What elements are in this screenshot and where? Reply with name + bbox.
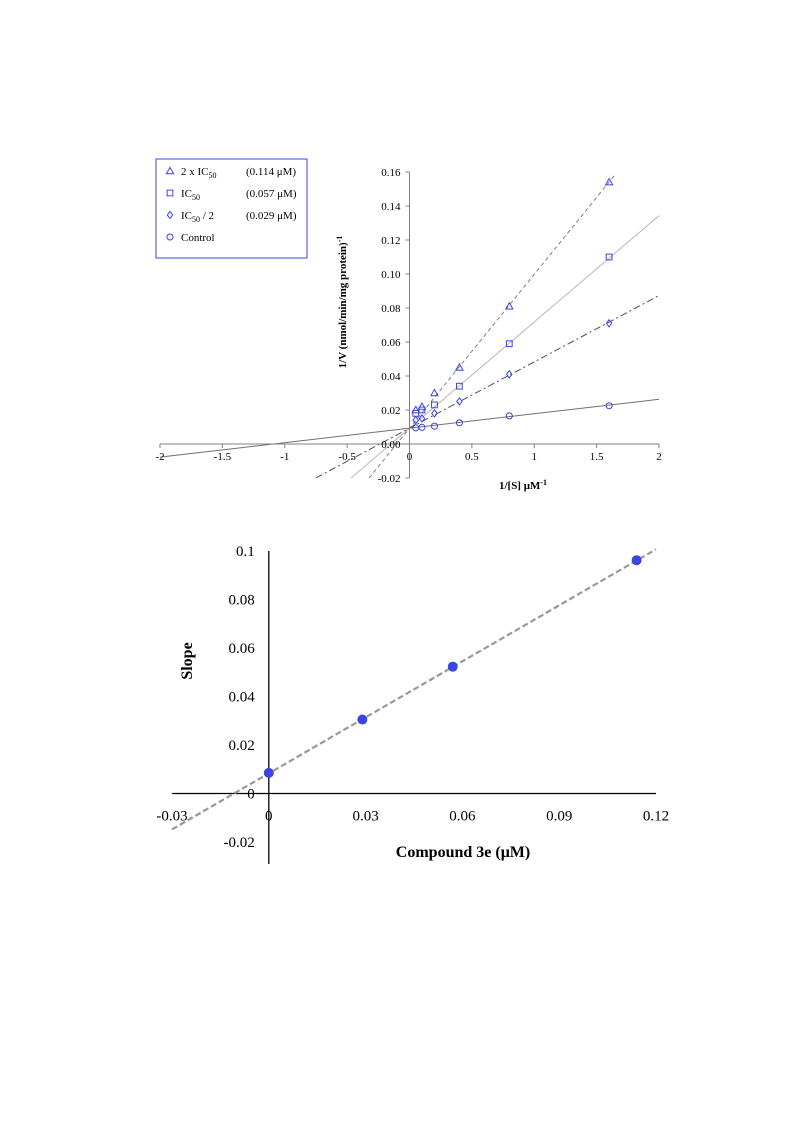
slope-replot-chart xyxy=(156,544,669,864)
data-point-triangle xyxy=(506,303,513,309)
x-tick-labels xyxy=(155,451,661,463)
y-tick-label: -0.02 xyxy=(223,835,255,851)
y-tick-label: 0.16 xyxy=(381,167,401,179)
x-axis-label: Compound 3e (μM) xyxy=(395,844,531,861)
legend-label: $IC_{50} / 2$ xyxy=(181,210,215,224)
legend-label: $IC_{50}$ xyxy=(181,188,200,202)
data-point-triangle xyxy=(431,389,438,395)
legend-label: 2 x $IC_{50}$ xyxy=(181,166,217,180)
x-axis-label xyxy=(499,478,547,492)
y-tick-label: 0.06 xyxy=(381,337,401,349)
y-tick-label: 0.12 xyxy=(381,235,401,247)
x-tick-label: -0.03 xyxy=(156,808,188,825)
x-tick-label: -1 xyxy=(280,451,290,463)
y-tick-label: 0.08 xyxy=(228,592,255,609)
x-tick-label: -1.5 xyxy=(213,451,232,463)
y-tick-label: 0.10 xyxy=(381,269,401,281)
data-point-square xyxy=(413,411,419,417)
x-tick-label: 2 xyxy=(656,451,662,463)
legend xyxy=(156,159,307,258)
data-point xyxy=(632,555,642,565)
y-axis-label: Slope xyxy=(179,642,196,680)
legend-concentration: (0.114 μM) xyxy=(246,166,297,178)
legend-concentration: (0.029 μM) xyxy=(246,210,297,222)
y-tick-label: 0.06 xyxy=(228,641,255,657)
y-tick-label: 0.08 xyxy=(381,303,401,315)
x-tick-label: 0 xyxy=(265,808,273,825)
data-point xyxy=(264,768,274,778)
y-tick-label: 0.02 xyxy=(228,738,255,754)
y-tick-label: -0.02 xyxy=(377,473,401,485)
y-axis-label-sup: -1 xyxy=(335,235,344,243)
fit-line-diamond xyxy=(316,296,659,478)
x-tick-labels xyxy=(156,809,669,825)
x-tick-label: 1 xyxy=(531,451,537,463)
x-tick-label: 0 xyxy=(406,451,413,463)
data-point xyxy=(357,715,367,725)
x-tick-label: 1.5 xyxy=(589,451,604,463)
x-tick-label: 0.06 xyxy=(449,808,476,825)
x-tick-label: 0.12 xyxy=(642,808,670,825)
data-point-diamond xyxy=(457,398,462,405)
legend-concentration: (0.057 μM) xyxy=(246,188,297,200)
y-tick-label: 0 xyxy=(247,786,255,803)
y-axis-label-text: 1/V (nmol/min/mg protein) xyxy=(337,242,349,369)
lineweaver-burk-chart xyxy=(155,159,661,492)
x-tick-label: -2 xyxy=(155,451,165,463)
x-tick-label: -0.5 xyxy=(338,451,356,463)
y-tick-label: 0.04 xyxy=(228,689,255,706)
fit-line-triangle xyxy=(369,174,615,478)
x-tick-label: 0.5 xyxy=(465,451,479,463)
y-tick-label: 0.02 xyxy=(381,405,401,417)
data-points xyxy=(412,179,613,431)
legend-label: Control xyxy=(181,232,215,244)
y-tick-labels xyxy=(224,544,256,851)
y-tick-label: 0.04 xyxy=(381,371,401,383)
x-axis-label-sup: -1 xyxy=(540,478,548,487)
y-tick-labels xyxy=(378,167,401,485)
x-tick-label: 0.03 xyxy=(352,808,379,825)
x-axis-label-text: 1/[S] μM xyxy=(498,480,541,492)
data-point-circle xyxy=(431,423,437,429)
y-tick-label: 0.00 xyxy=(381,439,401,451)
data-point xyxy=(448,662,458,672)
y-axis-label xyxy=(335,236,349,369)
y-tick-label: 0.14 xyxy=(381,201,401,213)
x-tick-label: 0.09 xyxy=(546,808,573,825)
y-tick-label: 0.1 xyxy=(236,544,255,560)
